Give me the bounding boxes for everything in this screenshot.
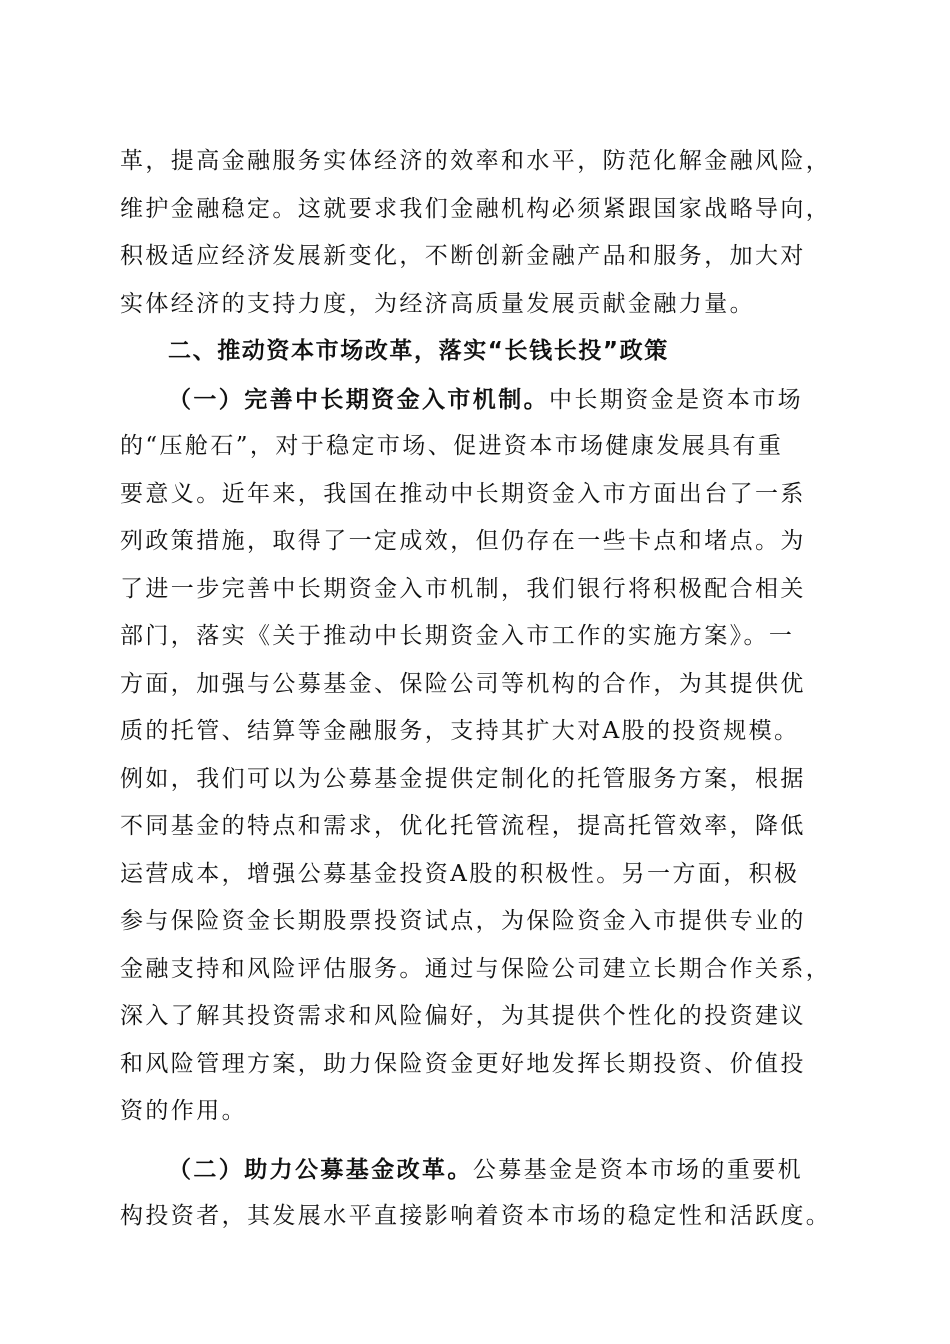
paragraph-line: 运营成本，增强公募基金投资A股的积极性。另一方面，积极 bbox=[120, 860, 800, 887]
paragraph-line: 要意义。近年来，我国在推动中长期资金入市方面出台了一系 bbox=[120, 480, 806, 507]
document-body bbox=[120, 138, 832, 1241]
subsection-heading: （二）助力公募基金改革。 bbox=[168, 1155, 473, 1183]
paragraph-line: 质的托管、结算等金融服务，支持其扩大对A股的投资规模。 bbox=[120, 718, 800, 744]
subsection-first-line-text: 公募基金是资本市场的重要机 bbox=[472, 1156, 804, 1183]
paragraph-line: 实体经济的支持力度，为经济高质量发展贡献金融力量。 bbox=[120, 290, 755, 317]
paragraph-line: 积极适应经济发展新变化，不断创新金融产品和服务，加大对 bbox=[120, 243, 806, 269]
paragraph-line: 参与保险资金长期股票投资试点，为保险资金入市提供专业的 bbox=[120, 908, 806, 934]
paragraph-line: 部门，落实《关于推动中长期资金入市工作的实施方案》。一 bbox=[120, 623, 795, 649]
paragraph-line: 方面，加强与公募基金、保险公司等机构的合作，为其提供优 bbox=[120, 670, 806, 697]
subsection-heading: （一）完善中长期资金入市机制。 bbox=[168, 385, 549, 413]
subsection-first-line bbox=[120, 376, 832, 424]
paragraph-line: 的“压舱石”，对于稳定市场、促进资本市场健康发展具有重 bbox=[120, 433, 784, 459]
paragraph-line: 列政策措施，取得了一定成效，但仍存在一些卡点和堵点。为 bbox=[120, 528, 806, 554]
subsection-first-line bbox=[120, 1146, 832, 1194]
subsection-first-line-text: 中长期资金是资本市场 bbox=[549, 386, 803, 413]
paragraph-line: 革，提高金融服务实体经济的效率和水平，防范化解金融风险， bbox=[120, 148, 832, 174]
paragraph-line: 资的作用。 bbox=[120, 1098, 247, 1124]
paragraph-line: 了进一步完善中长期资金入市机制，我们银行将积极配合相关 bbox=[120, 575, 806, 602]
subsection-two-paragraph bbox=[120, 1146, 832, 1241]
paragraph-spacing bbox=[120, 1136, 832, 1146]
subsection-one-paragraph bbox=[120, 376, 832, 1136]
paragraph-line: 深入了解其投资需求和风险偏好，为其提供个性化的投资建议 bbox=[120, 1003, 806, 1029]
intro-paragraph bbox=[120, 138, 832, 328]
section-heading: 二、推动资本市场改革，落实“长钱长投”政策 bbox=[168, 338, 669, 364]
paragraph-line: 不同基金的特点和需求，优化托管流程，提高托管效率，降低 bbox=[120, 813, 806, 839]
paragraph-line: 维护金融稳定。这就要求我们金融机构必须紧跟国家战略导向， bbox=[120, 195, 832, 222]
paragraph-line: 构投资者，其发展水平直接影响着资本市场的稳定性和活跃度。 bbox=[120, 1203, 832, 1229]
paragraph-line: 和风险管理方案，助力保险资金更好地发挥长期投资、价值投 bbox=[120, 1050, 806, 1077]
paragraph-line: 金融支持和风险评估服务。通过与保险公司建立长期合作关系， bbox=[120, 955, 832, 982]
paragraph-line: 例如，我们可以为公募基金提供定制化的托管服务方案，根据 bbox=[120, 765, 806, 792]
